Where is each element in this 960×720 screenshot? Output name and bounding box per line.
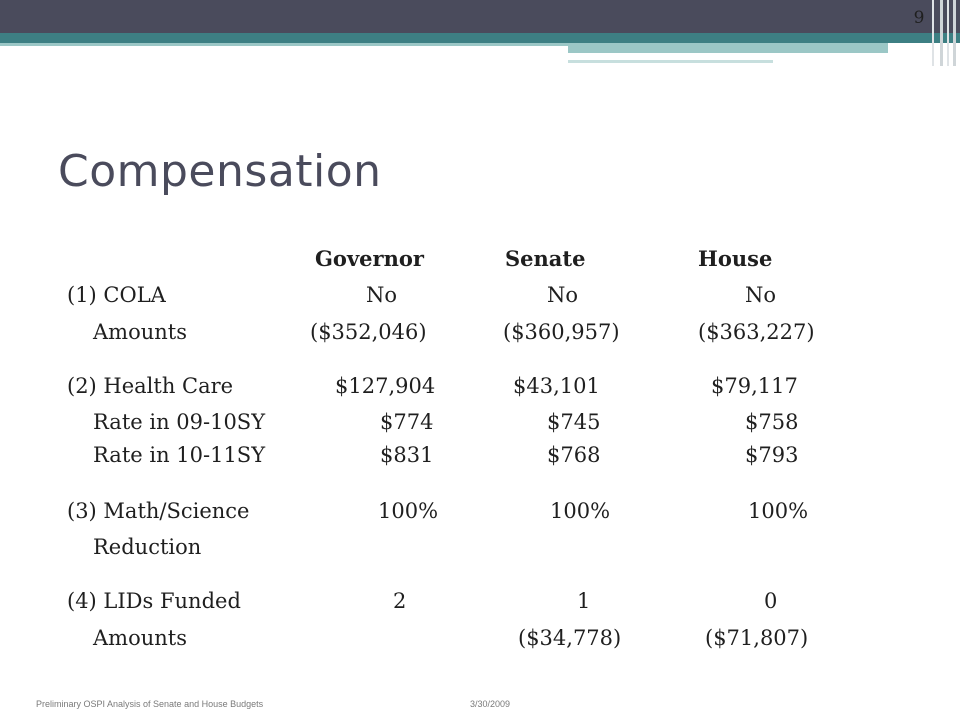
table-cell: ($71,807) [705, 626, 809, 650]
table-cell: 100% [378, 499, 439, 523]
accent-stripe [568, 60, 773, 63]
table-cell: 100% [748, 499, 809, 523]
decorative-line [932, 0, 934, 66]
decorative-line [947, 0, 949, 66]
table-cell: $79,117 [711, 374, 798, 398]
row-label: Rate in 10-11SY [93, 443, 266, 467]
table-cell: No [366, 283, 398, 307]
slide-title: Compensation [58, 146, 382, 197]
table-cell: 2 [393, 589, 407, 613]
table-cell: ($363,227) [698, 320, 815, 344]
table-cell: $758 [745, 410, 799, 434]
column-header-house: House [698, 246, 773, 271]
table-cell: No [745, 283, 777, 307]
row-label: Reduction [93, 535, 202, 559]
table-cell: ($360,957) [503, 320, 620, 344]
top-banner [0, 0, 960, 33]
table-cell: $768 [547, 443, 601, 467]
decorative-line [940, 0, 943, 66]
table-cell: ($352,046) [310, 320, 427, 344]
table-cell: No [547, 283, 579, 307]
slide-number: 9 [913, 8, 925, 28]
table-cell: $127,904 [335, 374, 436, 398]
accent-bar [0, 33, 960, 43]
row-label: (2) Health Care [67, 374, 234, 398]
table-cell: 100% [550, 499, 611, 523]
footer-text: Preliminary OSPI Analysis of Senate and House Budgets [36, 699, 264, 709]
row-label: (3) Math/Science [67, 499, 250, 523]
accent-stripe [568, 43, 888, 53]
row-label: (1) COLA [67, 283, 166, 307]
accent-stripe [0, 43, 568, 46]
row-label: Amounts [93, 320, 187, 344]
table-cell: $831 [380, 443, 434, 467]
table-cell: 1 [577, 589, 591, 613]
table-cell: ($34,778) [518, 626, 622, 650]
table-cell: $745 [547, 410, 601, 434]
decorative-line [953, 0, 956, 66]
column-header-senate: Senate [505, 246, 586, 271]
table-cell: 0 [764, 589, 778, 613]
column-header-governor: Governor [315, 246, 424, 271]
row-label: Rate in 09-10SY [93, 410, 266, 434]
table-cell: $793 [745, 443, 799, 467]
row-label: (4) LIDs Funded [67, 589, 241, 613]
table-cell: $43,101 [513, 374, 600, 398]
footer-date: 3/30/2009 [470, 699, 511, 709]
row-label: Amounts [93, 626, 187, 650]
table-cell: $774 [380, 410, 434, 434]
